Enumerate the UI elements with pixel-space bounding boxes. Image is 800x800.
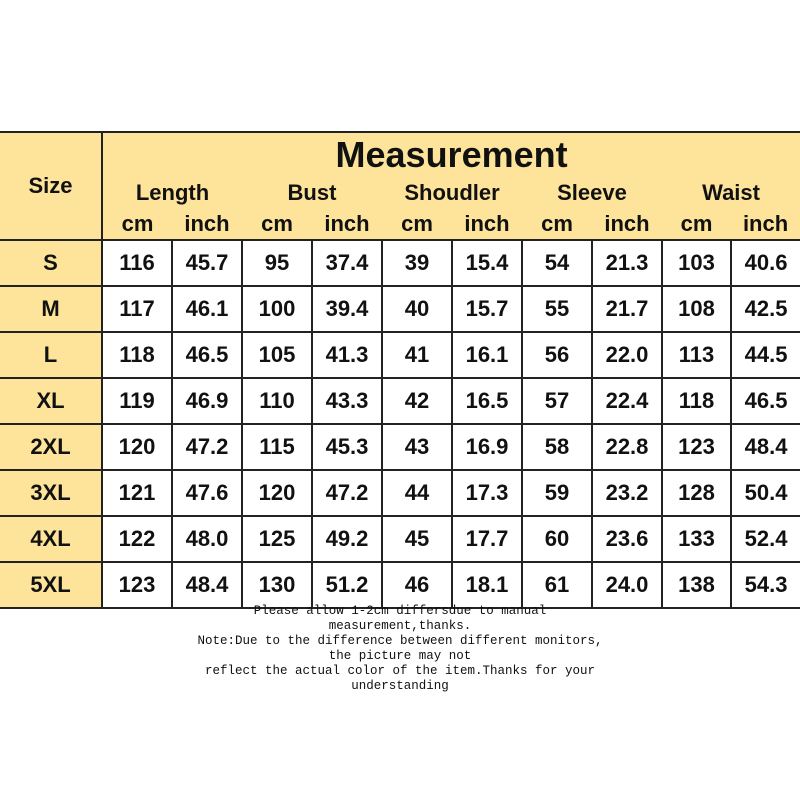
value-cell: 48.4 bbox=[731, 424, 800, 470]
unit-header: cm bbox=[121, 211, 154, 236]
value-cell: 103 bbox=[662, 240, 731, 286]
unit-header: inch bbox=[464, 211, 510, 236]
value-cell: 56 bbox=[522, 332, 592, 378]
unit-header: cm bbox=[261, 211, 293, 236]
table-row bbox=[0, 286, 800, 332]
value-cell: 46.9 bbox=[172, 378, 242, 424]
value-cell: 45.3 bbox=[312, 424, 382, 470]
value-cell: 55 bbox=[522, 286, 592, 332]
size-chart bbox=[0, 131, 800, 609]
value-cell: 42.5 bbox=[731, 286, 800, 332]
disclaimer-note bbox=[0, 604, 800, 694]
size-header: Size bbox=[0, 133, 102, 240]
value-cell: 123 bbox=[102, 562, 172, 608]
value-cell: 117 bbox=[102, 286, 172, 332]
value-cell: 60 bbox=[522, 516, 592, 562]
value-cell: 47.2 bbox=[172, 424, 242, 470]
note-line: the picture may not bbox=[328, 649, 472, 663]
value-cell: 118 bbox=[662, 378, 731, 424]
table-row bbox=[0, 332, 800, 378]
note-line: measurement,thanks. bbox=[328, 619, 472, 633]
table-row bbox=[0, 562, 800, 608]
value-cell: 58 bbox=[522, 424, 592, 470]
size-table bbox=[0, 133, 800, 609]
unit-header: cm bbox=[401, 211, 433, 236]
value-cell: 108 bbox=[662, 286, 731, 332]
value-cell: 22.0 bbox=[592, 332, 662, 378]
value-cell: 48.0 bbox=[172, 516, 242, 562]
table-row bbox=[0, 470, 800, 516]
size-cell: 3XL bbox=[0, 470, 102, 516]
unit-header: inch bbox=[324, 211, 370, 236]
value-cell: 46.5 bbox=[172, 332, 242, 378]
value-cell: 45.7 bbox=[172, 240, 242, 286]
unit-header: inch bbox=[604, 211, 650, 236]
size-cell: XL bbox=[0, 378, 102, 424]
value-cell: 54 bbox=[522, 240, 592, 286]
size-cell: 4XL bbox=[0, 516, 102, 562]
value-cell: 54.3 bbox=[731, 562, 800, 608]
value-cell: 48.4 bbox=[172, 562, 242, 608]
value-cell: 95 bbox=[242, 240, 312, 286]
value-cell: 41 bbox=[382, 332, 452, 378]
value-cell: 45 bbox=[382, 516, 452, 562]
value-cell: 120 bbox=[102, 424, 172, 470]
size-cell: L bbox=[0, 332, 102, 378]
value-cell: 122 bbox=[102, 516, 172, 562]
value-cell: 37.4 bbox=[312, 240, 382, 286]
value-cell: 50.4 bbox=[731, 470, 800, 516]
value-cell: 47.2 bbox=[312, 470, 382, 516]
value-cell: 18.1 bbox=[452, 562, 522, 608]
value-cell: 21.3 bbox=[592, 240, 662, 286]
note-line: reflect the actual color of the item.Thanks for your bbox=[204, 664, 596, 678]
value-cell: 46.5 bbox=[731, 378, 800, 424]
value-cell: 118 bbox=[102, 332, 172, 378]
size-cell: M bbox=[0, 286, 102, 332]
value-cell: 105 bbox=[242, 332, 312, 378]
value-cell: 119 bbox=[102, 378, 172, 424]
value-cell: 43 bbox=[382, 424, 452, 470]
table-row bbox=[0, 424, 800, 470]
value-cell: 22.8 bbox=[592, 424, 662, 470]
unit-header: inch bbox=[742, 211, 789, 236]
size-cell: 5XL bbox=[0, 562, 102, 608]
value-cell: 61 bbox=[522, 562, 592, 608]
value-cell: 24.0 bbox=[592, 562, 662, 608]
value-cell: 22.4 bbox=[592, 378, 662, 424]
value-cell: 39.4 bbox=[312, 286, 382, 332]
measure-header: Shoudler bbox=[404, 180, 500, 205]
unit-header: inch bbox=[184, 211, 230, 236]
value-cell: 42 bbox=[382, 378, 452, 424]
value-cell: 17.7 bbox=[452, 516, 522, 562]
value-cell: 44.5 bbox=[731, 332, 800, 378]
value-cell: 15.4 bbox=[452, 240, 522, 286]
value-cell: 130 bbox=[242, 562, 312, 608]
value-cell: 51.2 bbox=[312, 562, 382, 608]
measure-header: Sleeve bbox=[557, 180, 627, 205]
value-cell: 46.1 bbox=[172, 286, 242, 332]
value-cell: 44 bbox=[382, 470, 452, 516]
measure-header: Waist bbox=[702, 180, 760, 205]
value-cell: 17.3 bbox=[452, 470, 522, 516]
table-row bbox=[0, 378, 800, 424]
value-cell: 113 bbox=[662, 332, 731, 378]
value-cell: 59 bbox=[522, 470, 592, 516]
value-cell: 49.2 bbox=[312, 516, 382, 562]
value-cell: 16.9 bbox=[452, 424, 522, 470]
table-row bbox=[0, 516, 800, 562]
value-cell: 39 bbox=[382, 240, 452, 286]
value-cell: 120 bbox=[242, 470, 312, 516]
note-line: understanding bbox=[351, 679, 449, 693]
value-cell: 40 bbox=[382, 286, 452, 332]
note-line: Please allow 1-2cm differsdue to manual bbox=[253, 604, 547, 618]
value-cell: 110 bbox=[242, 378, 312, 424]
note-line: Note:Due to the difference between different monitors, bbox=[197, 634, 603, 648]
measure-header: Bust bbox=[287, 180, 337, 205]
value-cell: 52.4 bbox=[731, 516, 800, 562]
value-cell: 133 bbox=[662, 516, 731, 562]
value-cell: 123 bbox=[662, 424, 731, 470]
value-cell: 116 bbox=[102, 240, 172, 286]
value-cell: 16.5 bbox=[452, 378, 522, 424]
value-cell: 138 bbox=[662, 562, 731, 608]
value-cell: 125 bbox=[242, 516, 312, 562]
value-cell: 41.3 bbox=[312, 332, 382, 378]
unit-header: cm bbox=[680, 211, 713, 236]
value-cell: 21.7 bbox=[592, 286, 662, 332]
measure-header: Length bbox=[135, 180, 210, 205]
value-cell: 128 bbox=[662, 470, 731, 516]
value-cell: 40.6 bbox=[731, 240, 800, 286]
value-cell: 115 bbox=[242, 424, 312, 470]
value-cell: 100 bbox=[242, 286, 312, 332]
value-cell: 121 bbox=[102, 470, 172, 516]
value-cell: 57 bbox=[522, 378, 592, 424]
table-row bbox=[0, 240, 800, 286]
size-cell: 2XL bbox=[0, 424, 102, 470]
value-cell: 47.6 bbox=[172, 470, 242, 516]
value-cell: 46 bbox=[382, 562, 452, 608]
table-title: Measurement bbox=[335, 134, 568, 175]
value-cell: 43.3 bbox=[312, 378, 382, 424]
size-cell: S bbox=[0, 240, 102, 286]
value-cell: 23.6 bbox=[592, 516, 662, 562]
unit-header: cm bbox=[541, 211, 573, 236]
value-cell: 16.1 bbox=[452, 332, 522, 378]
value-cell: 15.7 bbox=[452, 286, 522, 332]
value-cell: 23.2 bbox=[592, 470, 662, 516]
